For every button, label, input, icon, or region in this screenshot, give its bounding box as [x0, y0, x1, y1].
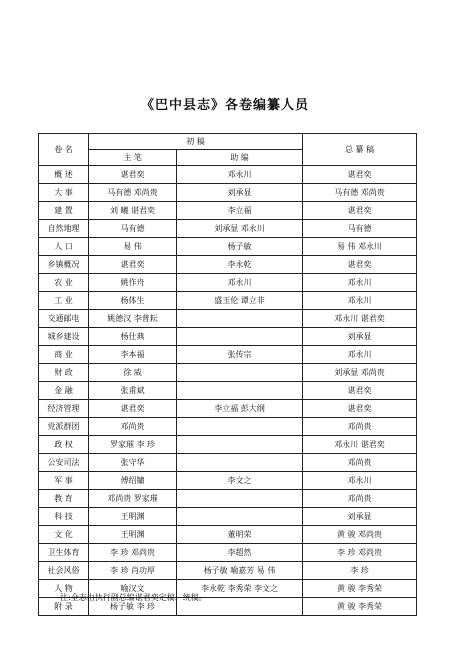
volume-cell: 乡镇概况: [39, 256, 89, 274]
table-row: [39, 490, 417, 508]
assistant-editor-cell: 张传宗: [177, 346, 303, 364]
volume-cell: 工 业: [39, 292, 89, 310]
table-row: [39, 292, 417, 310]
chief-writer-cell: 姚作舟: [89, 274, 177, 292]
volume-cell: 建 置: [39, 202, 89, 220]
chief-writer-cell: 徐 威: [89, 364, 177, 382]
assistant-editor-cell: 杨子敏 喻嘉芳 易 伟: [177, 562, 303, 580]
general-draft-cell: 黄 骏 李秀荣: [303, 580, 417, 598]
assistant-editor-cell: [177, 490, 303, 508]
volume-cell: 人 物: [39, 580, 89, 598]
general-draft-cell: 邓永川: [303, 346, 417, 364]
assistant-editor-cell: [177, 310, 303, 328]
volume-cell: 城乡建设: [39, 328, 89, 346]
volume-cell: 交通邮电: [39, 310, 89, 328]
assistant-editor-cell: [177, 454, 303, 472]
table-row: [39, 436, 417, 454]
assistant-editor-cell: [177, 436, 303, 454]
chief-writer-cell: 张守华: [89, 454, 177, 472]
chief-writer-cell: 王明渊: [89, 508, 177, 526]
table-body: [39, 166, 417, 616]
volume-cell: 党派群团: [39, 418, 89, 436]
chief-writer-cell: 李本福: [89, 346, 177, 364]
volume-cell: 财 政: [39, 364, 89, 382]
table-row: [39, 454, 417, 472]
general-draft-cell: 谌君奕: [303, 166, 417, 184]
volume-cell: 概 述: [39, 166, 89, 184]
table-row: [39, 166, 417, 184]
table-row: [39, 400, 417, 418]
general-draft-cell: 刘承显 邓尚贵: [303, 364, 417, 382]
volume-cell: 公安司法: [39, 454, 89, 472]
volume-cell: 卫生体育: [39, 544, 89, 562]
general-draft-cell: 邓永川 谌君奕: [303, 436, 417, 454]
chief-writer-cell: 姚德汉 李普耘: [89, 310, 177, 328]
editors-table: [38, 133, 417, 616]
page-title: 《巴中县志》各卷编纂人员: [140, 98, 309, 113]
assistant-editor-cell: 李立福: [177, 202, 303, 220]
general-draft-cell: 黄 骏 李秀荣: [303, 598, 417, 616]
general-draft-cell: 易 伟 邓永川: [303, 238, 417, 256]
table-row: [39, 220, 417, 238]
chief-writer-cell: 马有德: [89, 220, 177, 238]
table-row: [39, 238, 417, 256]
volume-cell: 大 事: [39, 184, 89, 202]
assistant-editor-cell: 李超然: [177, 544, 303, 562]
table-row: [39, 526, 417, 544]
table-row: [39, 310, 417, 328]
assistant-editor-cell: [177, 364, 303, 382]
chief-writer-cell: 刘 曦 谌君奕: [89, 202, 177, 220]
table-row: [39, 346, 417, 364]
volume-cell: 人 口: [39, 238, 89, 256]
general-draft-cell: 谌君奕: [303, 202, 417, 220]
assistant-editor-cell: 李立福 彭大纲: [177, 400, 303, 418]
chief-writer-cell: 罗家璀 李 珍: [89, 436, 177, 454]
volume-cell: 金 融: [39, 382, 89, 400]
chief-writer-cell: 王明渊: [89, 526, 177, 544]
chief-writer-cell: 张甫斌: [89, 382, 177, 400]
chief-writer-cell: 杨仕典: [89, 328, 177, 346]
chief-writer-cell: 谌君奕: [89, 256, 177, 274]
volume-cell: 附 录: [39, 598, 89, 616]
general-draft-cell: 谌君奕: [303, 256, 417, 274]
volume-cell: 自然地理: [39, 220, 89, 238]
volume-cell: 政 权: [39, 436, 89, 454]
general-draft-cell: 邓永川: [303, 472, 417, 490]
volume-cell: 教 育: [39, 490, 89, 508]
general-draft-cell: 谌君奕: [303, 382, 417, 400]
chief-writer-cell: 杨体生: [89, 292, 177, 310]
assistant-editor-cell: 邓永川: [177, 166, 303, 184]
chief-writer-cell: 马有德 邓尚贵: [89, 184, 177, 202]
table-row: [39, 184, 417, 202]
general-draft-cell: 邓尚贵: [303, 454, 417, 472]
footnote: 注:全志由执行副总编谌君奕定稿、统稿。: [60, 593, 207, 602]
table-row: [39, 328, 417, 346]
general-draft-cell: 邓永川 谌君奕: [303, 310, 417, 328]
volume-cell: 商 业: [39, 346, 89, 364]
assistant-editor-cell: 李永乾: [177, 256, 303, 274]
assistant-editor-cell: 刘承显: [177, 184, 303, 202]
assistant-editor-cell: [177, 508, 303, 526]
assistant-editor-cell: 邓永川: [177, 274, 303, 292]
chief-writer-cell: 傅绍镛: [89, 472, 177, 490]
general-draft-cell: 刘承显: [303, 328, 417, 346]
header-assistant-editor: 助 编: [177, 150, 303, 166]
general-draft-cell: 邓尚贵: [303, 418, 417, 436]
general-draft-cell: 黄 骏 邓尚贵: [303, 526, 417, 544]
chief-writer-cell: 邓尚贵 罗家璀: [89, 490, 177, 508]
table-row: [39, 202, 417, 220]
table-row: [39, 544, 417, 562]
volume-cell: 社会风俗: [39, 562, 89, 580]
table-row: [39, 508, 417, 526]
table-row: [39, 274, 417, 292]
header-chief-writer: 主 笔: [89, 150, 177, 166]
table-row: [39, 382, 417, 400]
general-draft-cell: 邓永川: [303, 292, 417, 310]
general-draft-cell: 刘承显: [303, 508, 417, 526]
general-draft-cell: 李 珍 邓尚贵: [303, 544, 417, 562]
assistant-editor-cell: [177, 382, 303, 400]
general-draft-cell: 马有德: [303, 220, 417, 238]
chief-writer-cell: 易 伟: [89, 238, 177, 256]
assistant-editor-cell: [177, 418, 303, 436]
chief-writer-cell: 邓尚贵: [89, 418, 177, 436]
general-draft-cell: 邓永川: [303, 274, 417, 292]
table-row: [39, 418, 417, 436]
table-row: [39, 472, 417, 490]
volume-cell: 文 化: [39, 526, 89, 544]
volume-cell: 军 事: [39, 472, 89, 490]
volume-cell: 经济管理: [39, 400, 89, 418]
assistant-editor-cell: 李永乾 李秀荣 李文之: [177, 580, 303, 598]
chief-writer-cell: 李 珍 邓尚贵: [89, 544, 177, 562]
assistant-editor-cell: 李文之: [177, 472, 303, 490]
chief-writer-cell: 李 珍 肖功厚: [89, 562, 177, 580]
general-draft-cell: 李 珍: [303, 562, 417, 580]
volume-cell: 科 技: [39, 508, 89, 526]
chief-writer-cell: 谌君奕: [89, 400, 177, 418]
chief-writer-cell: 杨子敏 李 珍: [89, 598, 177, 616]
volume-cell: 农 业: [39, 274, 89, 292]
general-draft-cell: 谌君奕: [303, 400, 417, 418]
table-row: [39, 562, 417, 580]
header-general-draft: 总 纂 稿: [303, 134, 417, 166]
assistant-editor-cell: [177, 328, 303, 346]
general-draft-cell: 邓尚贵: [303, 490, 417, 508]
chief-writer-cell: 喻汉文: [89, 580, 177, 598]
header-volume: 卷 名: [39, 134, 89, 166]
table-row: [39, 256, 417, 274]
header-initial-draft: 初 稿: [89, 134, 303, 150]
assistant-editor-cell: 杨子敏: [177, 238, 303, 256]
assistant-editor-cell: 盛玉伦 谭立非: [177, 292, 303, 310]
general-draft-cell: 马有德 邓尚贵: [303, 184, 417, 202]
assistant-editor-cell: 刘承显 邓永川: [177, 220, 303, 238]
chief-writer-cell: 谌君奕: [89, 166, 177, 184]
assistant-editor-cell: 董明荣: [177, 526, 303, 544]
table-row: [39, 364, 417, 382]
